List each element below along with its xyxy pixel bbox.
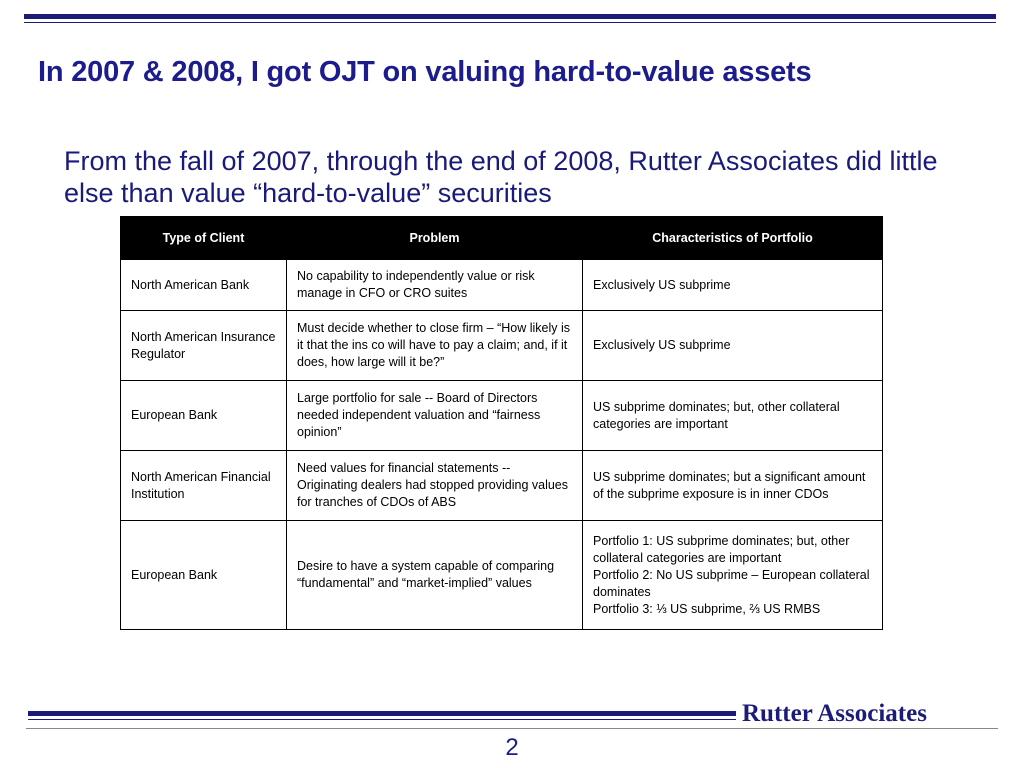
portfolio-line: US subprime dominates; but a significant amount of the subprime exposure is in inner CDOs [593,469,866,501]
header-type-of-client: Type of Client [121,217,287,260]
slide-subtitle: From the fall of 2007, through the end of 2008, Rutter Associates did little else than value “hard-to-value” securities [64,146,938,208]
client-cell: European Bank [121,521,287,630]
client-cell: North American Financial Institution [121,451,287,521]
table-row [121,311,883,381]
footer-divider [26,728,998,729]
portfolio-cell [583,311,883,381]
portfolio-line: Exclusively US subprime [593,277,731,292]
slide-title: In 2007 & 2008, I got OJT on valuing hard-to-value assets [38,56,812,88]
bottom-rule-thin [28,719,736,720]
table-header-row [121,217,883,260]
portfolio-cell [583,451,883,521]
clients-table [120,216,883,630]
portfolio-line: Exclusively US subprime [593,338,731,352]
portfolio-cell [583,521,883,630]
portfolio-cell [583,260,883,311]
client-cell: North American Bank [121,260,287,311]
top-rule-thin [24,22,996,23]
client-cell: European Bank [121,381,287,451]
problem-cell: Need values for financial statements -- Originating dealers had stopped providing values for tranches of CDOs of ABS [287,451,583,521]
table-row [121,521,883,630]
problem-cell: Large portfolio for sale -- Board of Directors needed independent valuation and “fairness opinion” [287,381,583,451]
portfolio-line: Portfolio 2: No US subprime – European collateral dominates [593,567,870,599]
table-row [121,451,883,521]
page-number: 2 [505,734,519,761]
portfolio-cell [583,381,883,451]
portfolio-line: Portfolio 3: ⅓ US subprime, ⅔ US RMBS [593,601,821,616]
brand-name: Rutter Associates [742,700,927,727]
problem-cell: Must decide whether to close firm – “How likely is it that the ins co will have to pay a claim; and, if it does, how large will it be?” [287,311,583,381]
problem-cell: Desire to have a system capable of comparing “fundamental” and “market-implied” values [287,521,583,630]
portfolio-line: Portfolio 1: US subprime dominates; but, other collateral categories are important [593,533,850,565]
problem-cell: No capability to independently value or risk manage in CFO or CRO suites [287,260,583,311]
top-rule-thick [24,14,996,19]
portfolio-line: US subprime dominates; but, other collateral categories are important [593,399,840,431]
table-row [121,260,883,311]
client-cell: North American Insurance Regulator [121,311,287,381]
header-problem: Problem [287,217,583,260]
header-characteristics: Characteristics of Portfolio [583,217,883,260]
table-row [121,381,883,451]
bottom-rule-thick [28,711,736,716]
